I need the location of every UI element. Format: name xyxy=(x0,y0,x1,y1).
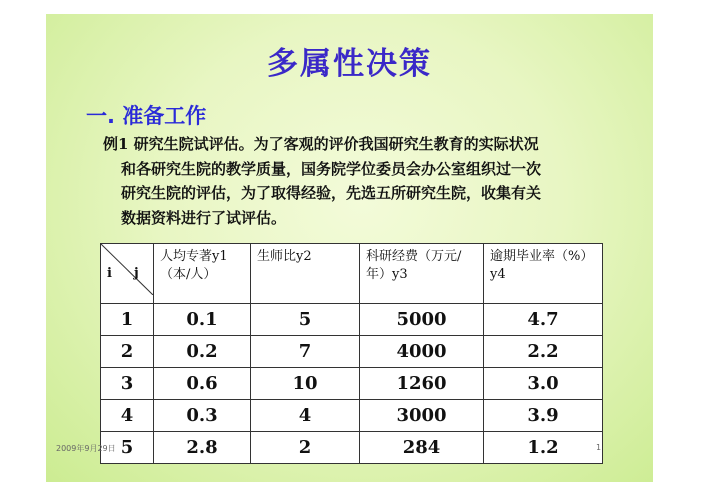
cell-y2: 2 xyxy=(251,432,360,464)
table-row xyxy=(101,304,603,336)
header-y1: 人均专著y1（本/人） xyxy=(154,244,251,304)
paragraph-line-2: 和各研究生院的教学质量，国务院学位委员会办公室组织过一次 xyxy=(121,159,542,178)
cell-y1: 0.3 xyxy=(154,400,251,432)
cell-y2: 7 xyxy=(251,336,360,368)
cell-y1: 0.6 xyxy=(154,368,251,400)
example-paragraph xyxy=(103,132,623,230)
paragraph-line-3: 研究生院的评估，为了取得经验，先选五所研究生院，收集有关 xyxy=(121,184,542,202)
cell-i: 1 xyxy=(101,304,154,336)
table-header-row xyxy=(101,244,603,304)
cell-y2: 5 xyxy=(251,304,360,336)
slide xyxy=(46,14,653,482)
cell-y2: 4 xyxy=(251,400,360,432)
cell-y4: 1.2 xyxy=(484,432,603,464)
cell-i: 5 xyxy=(101,432,154,464)
cell-i: 3 xyxy=(101,368,154,400)
corner-label-j: j xyxy=(134,266,139,281)
cell-y1: 0.2 xyxy=(154,336,251,368)
footer-date: 2009年9月29日 xyxy=(56,444,116,453)
cell-y1: 0.1 xyxy=(154,304,251,336)
cell-i: 2 xyxy=(101,336,154,368)
header-y4: 逾期毕业率（%）y4 xyxy=(484,244,603,304)
corner-label-i: i xyxy=(107,266,112,281)
paragraph-line-1: 例1 研究生院试评估。为了客观的评价我国研究生教育的实际状况 xyxy=(103,135,539,153)
cell-y1: 2.8 xyxy=(154,432,251,464)
header-y2: 生师比y2 xyxy=(251,244,360,304)
header-y3: 科研经费（万元/年）y3 xyxy=(360,244,484,304)
cell-y4: 4.7 xyxy=(484,304,603,336)
footer-page-number: 1 xyxy=(596,443,602,452)
cell-y3: 284 xyxy=(360,432,484,464)
cell-y3: 1260 xyxy=(360,368,484,400)
table-row xyxy=(101,400,603,432)
cell-y3: 3000 xyxy=(360,400,484,432)
cell-y4: 3.0 xyxy=(484,368,603,400)
cell-i: 4 xyxy=(101,400,154,432)
paragraph-line-4: 数据资料进行了试评估。 xyxy=(121,208,287,227)
slide-title: 多属性决策 xyxy=(267,46,432,82)
cell-y2: 10 xyxy=(251,368,360,400)
evaluation-table xyxy=(100,243,603,464)
table-row xyxy=(101,368,603,400)
cell-y3: 4000 xyxy=(360,336,484,368)
cell-y4: 2.2 xyxy=(484,336,603,368)
cell-y3: 5000 xyxy=(360,304,484,336)
table-row xyxy=(101,432,603,464)
cell-y4: 3.9 xyxy=(484,400,603,432)
corner-cell xyxy=(101,244,154,304)
table-row xyxy=(101,336,603,368)
section-heading: 一. 准备工作 xyxy=(86,104,207,128)
